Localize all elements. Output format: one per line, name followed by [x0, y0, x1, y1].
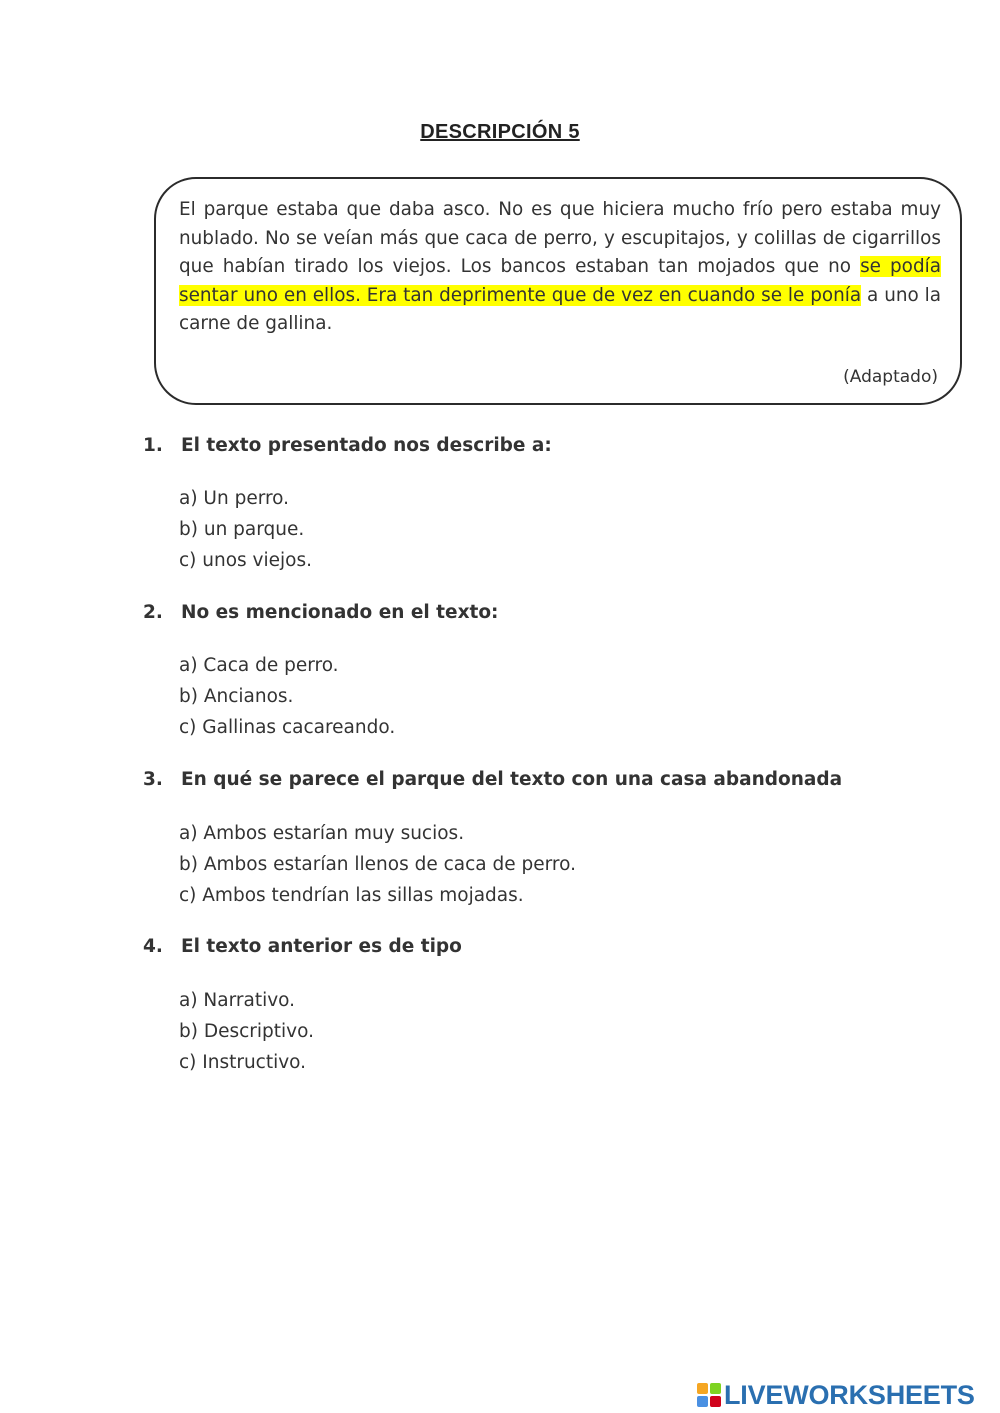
question-number: 4. [143, 936, 163, 957]
reading-passage [179, 196, 941, 339]
question-4 [143, 936, 462, 957]
question-4-options [179, 985, 314, 1078]
answer-option[interactable]: c) Instructivo. [179, 1052, 307, 1073]
logo-text: LIVEWORKSHEETS [724, 1379, 975, 1410]
passage-text-before: El parque estaba que daba asco. No es que hiciera mucho frío pero estaba muy nublado. No se veían más que caca de perro, y escupitajos, y colillas de cigarrillos que habían tirado los viejos. Los bancos estaban tan mojados que no [179, 199, 941, 277]
question-text: No es mencionado en el texto: [181, 602, 499, 623]
passage-highlighted-text: se podía sentar uno en ellos. Era tan deprimente que de vez en cuando se le ponía [179, 256, 941, 306]
liveworksheets-logo-icon [697, 1383, 721, 1407]
answer-option[interactable]: a) Ambos estarían muy sucios. [179, 823, 465, 844]
question-text: El texto anterior es de tipo [181, 936, 462, 957]
question-2-options [179, 650, 395, 743]
question-number: 2. [143, 602, 163, 623]
question-text: En qué se parece el parque del texto con una casa abandonada [181, 769, 843, 790]
answer-option[interactable]: c) unos viejos. [179, 550, 313, 571]
liveworksheets-logo [697, 1378, 975, 1412]
page-title: DESCRIPCIÓN 5 [420, 121, 580, 143]
answer-option[interactable]: c) Gallinas cacareando. [179, 717, 396, 738]
answer-option[interactable]: a) Narrativo. [179, 990, 296, 1011]
question-1-options [179, 483, 312, 576]
question-number: 3. [143, 769, 163, 790]
passage-text-after: a uno la carne de gallina. [179, 284, 942, 334]
question-3-options [179, 818, 576, 911]
passage-source: (Adaptado) [843, 367, 938, 387]
answer-option[interactable]: b) Ancianos. [179, 686, 294, 707]
answer-option[interactable]: a) Un perro. [179, 488, 290, 509]
answer-option[interactable]: b) Descriptivo. [179, 1021, 314, 1042]
question-3 [143, 769, 842, 790]
answer-option[interactable]: b) un parque. [179, 519, 305, 540]
answer-option[interactable]: b) Ambos estarían llenos de caca de perro. [179, 854, 577, 875]
question-text: El texto presentado nos describe a: [181, 435, 552, 456]
question-2 [143, 602, 498, 623]
answer-option[interactable]: a) Caca de perro. [179, 655, 339, 676]
question-1 [143, 435, 552, 456]
question-number: 1. [143, 435, 163, 456]
answer-option[interactable]: c) Ambos tendrían las sillas mojadas. [179, 885, 524, 906]
